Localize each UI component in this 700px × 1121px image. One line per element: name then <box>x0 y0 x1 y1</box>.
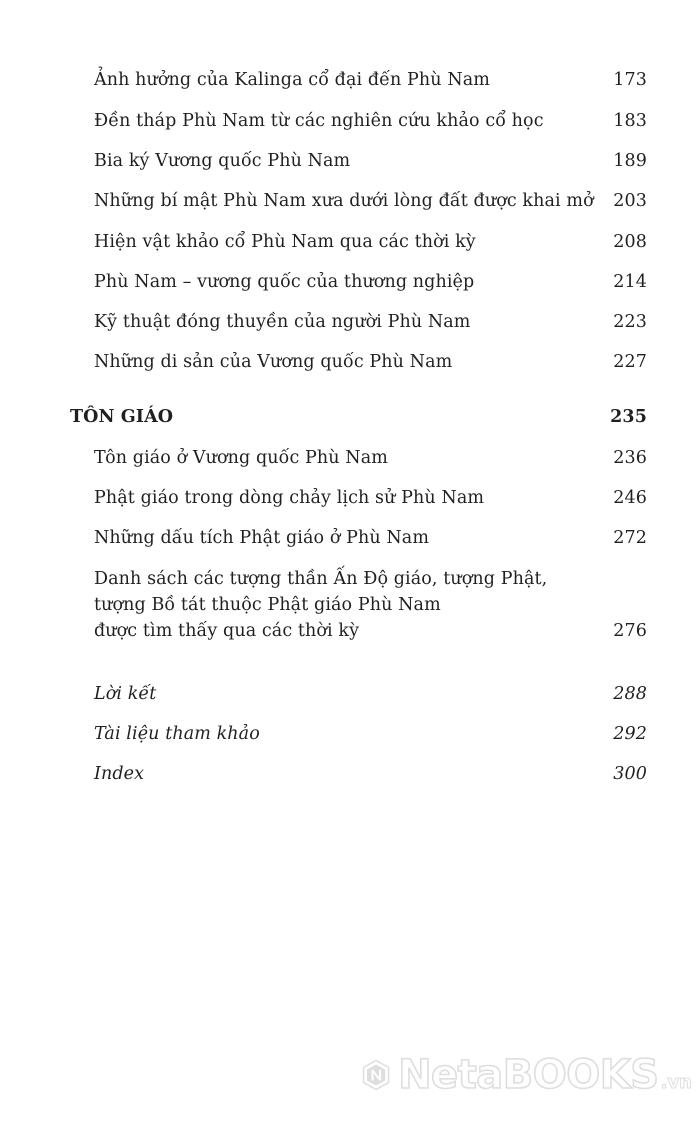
toc-entry-title: Những bí mật Phù Nam xưa dưới lòng đất được khai mở <box>94 191 594 211</box>
toc-entry-page: 223 <box>613 312 647 332</box>
toc-entry-title: Hiện vật khảo cổ Phù Nam qua các thời kỳ <box>94 232 476 252</box>
toc-entry-page: 272 <box>613 528 647 548</box>
toc-entry-page: 183 <box>613 111 647 131</box>
toc-entry-page: 208 <box>613 232 647 252</box>
toc-entry-backmatter <box>94 721 647 747</box>
toc-entry <box>94 525 647 551</box>
toc-entry-title-line: Danh sách các tượng thần Ấn Độ giáo, tượng Phật, <box>94 569 548 589</box>
toc-entry-title: Tôn giáo ở Vương quốc Phù Nam <box>94 448 388 468</box>
watermark-brand: NetaBOOKS <box>398 1052 659 1098</box>
toc-entry <box>94 349 647 375</box>
toc-entry <box>94 108 647 134</box>
toc-entry <box>94 309 647 335</box>
toc-entry-page: 288 <box>613 684 647 704</box>
toc-entry-title: Ảnh hưởng của Kalinga cổ đại đến Phù Nam <box>94 70 490 90</box>
toc-entry-backmatter <box>94 761 647 787</box>
toc-entry-title <box>94 566 547 644</box>
toc-section-page: 235 <box>610 407 647 427</box>
netabooks-watermark <box>362 1042 692 1108</box>
toc-entry-page: 276 <box>613 621 647 641</box>
toc-entry-title: Kỹ thuật đóng thuyền của người Phù Nam <box>94 312 471 332</box>
toc-entry-page: 227 <box>613 352 647 372</box>
toc-entry-title-line: được tìm thấy qua các thời kỳ <box>94 621 360 641</box>
toc-section-heading <box>70 404 647 430</box>
toc-entry-title-line: tượng Bồ tát thuộc Phật giáo Phù Nam <box>94 595 441 615</box>
toc-entry <box>94 229 647 255</box>
toc-entry-title: Đền tháp Phù Nam từ các nghiên cứu khảo cổ học <box>94 111 544 131</box>
toc-entry-title: Những dấu tích Phật giáo ở Phù Nam <box>94 528 430 548</box>
toc-entry-title: Index <box>94 764 145 784</box>
toc-entry <box>94 148 647 174</box>
toc-entry-page: 300 <box>613 764 647 784</box>
toc-entry-title: Phù Nam – vương quốc của thương nghiệp <box>94 272 475 292</box>
toc-entry-title: Lời kết <box>94 684 157 704</box>
toc-entry-page: 173 <box>613 70 647 90</box>
toc-section-title: TÔN GIÁO <box>70 407 174 427</box>
toc-entry <box>94 485 647 511</box>
toc-entry-page: 203 <box>613 191 647 211</box>
toc-entry-title: Bia ký Vương quốc Phù Nam <box>94 151 351 171</box>
watermark-suffix: .vn <box>660 1071 692 1093</box>
toc-entry-title: Những di sản của Vương quốc Phù Nam <box>94 352 453 372</box>
netabooks-logo-icon <box>362 1044 390 1106</box>
toc-entry <box>94 445 647 471</box>
toc-entry-backmatter <box>94 681 647 707</box>
toc-entry <box>94 188 647 214</box>
toc-entry-title: Phật giáo trong dòng chảy lịch sử Phù Nam <box>94 488 485 508</box>
toc-entry-page: 236 <box>613 448 647 468</box>
toc-entry-title: Tài liệu tham khảo <box>94 724 260 744</box>
toc-entry-page: 214 <box>613 272 647 292</box>
toc-entry <box>94 269 647 295</box>
toc-entry-page: 292 <box>613 724 647 744</box>
toc-entry <box>94 67 647 93</box>
toc-entry-multiline <box>94 566 647 644</box>
toc-entry-page: 189 <box>613 151 647 171</box>
toc-entry-page: 246 <box>613 488 647 508</box>
